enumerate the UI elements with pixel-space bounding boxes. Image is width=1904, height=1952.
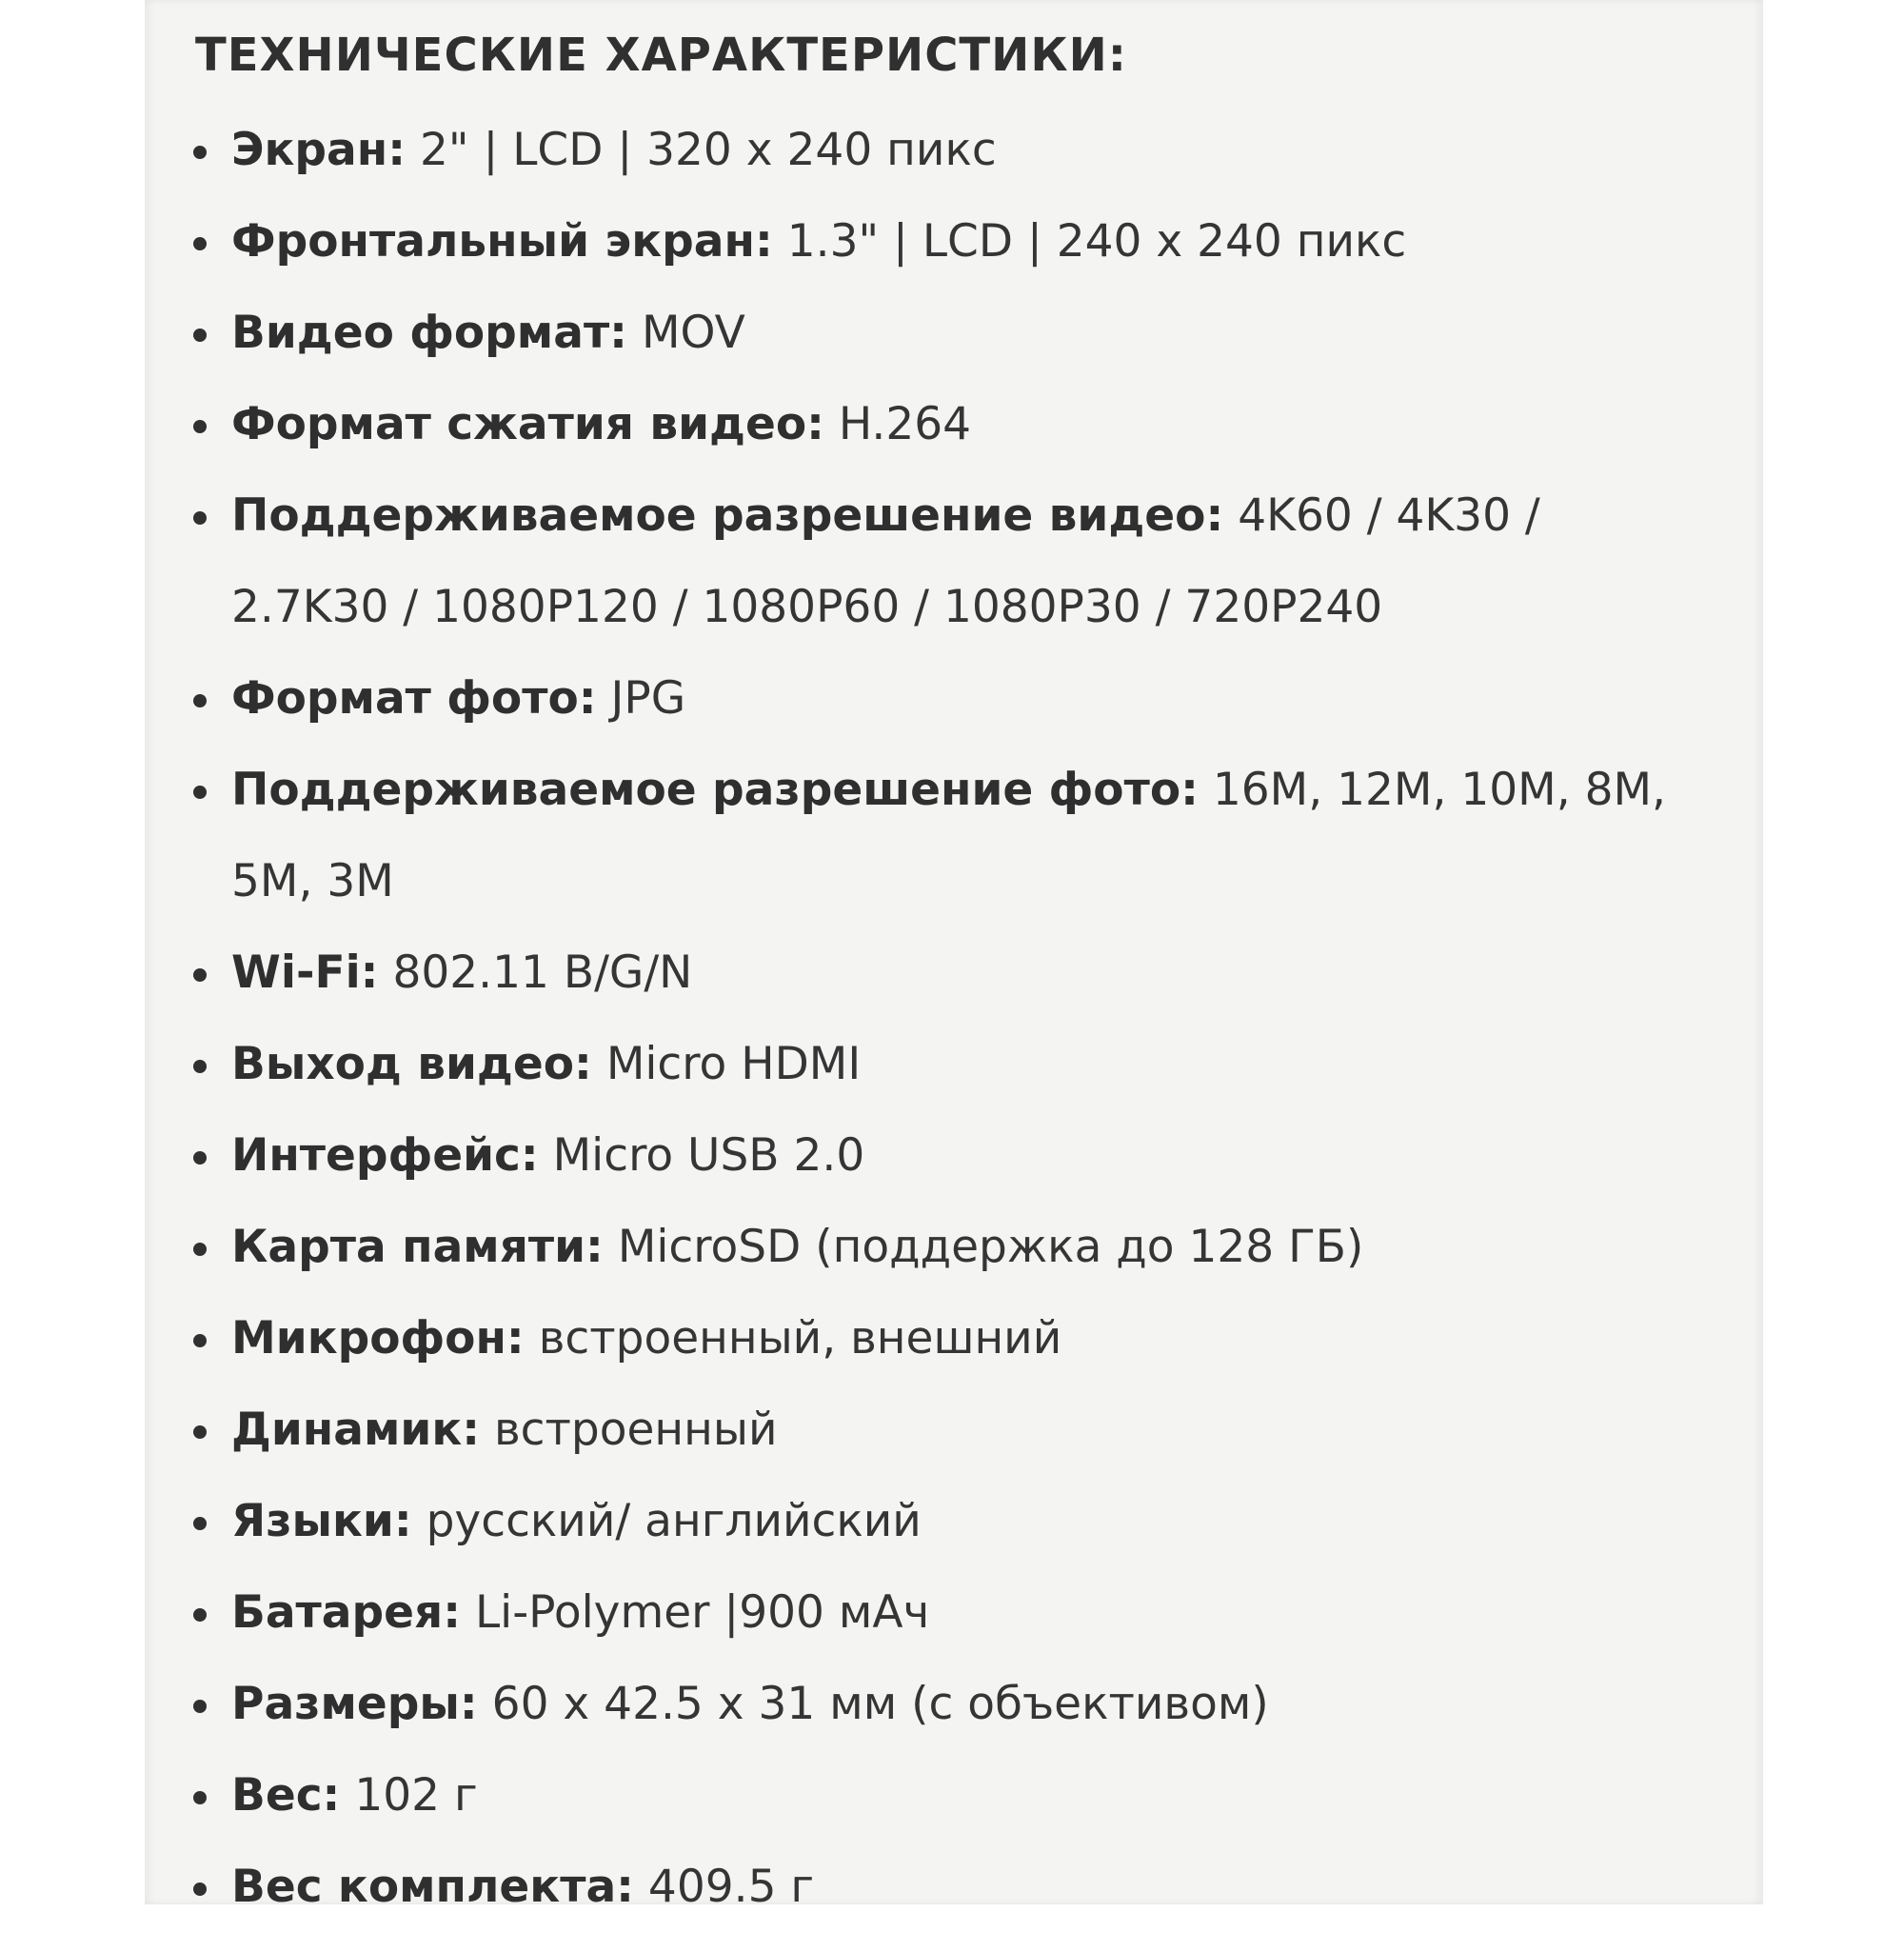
bullet-icon [193,786,207,799]
spec-label: Интерфейс: [231,1129,539,1182]
bullet-icon [193,1334,207,1347]
spec-label: Языки: [231,1495,412,1547]
spec-item-front-screen [193,215,1716,269]
bullet-icon [193,1608,207,1622]
spec-label: Видео формат: [231,307,627,359]
bullet-icon [193,420,207,433]
spec-value: 409.5 г [647,1861,815,1913]
spec-value: встроенный [493,1404,778,1456]
spec-label: Батарея: [231,1586,461,1639]
spec-value: Micro HDMI [605,1038,862,1090]
bullet-icon [193,968,207,982]
spec-item-screen [193,124,1716,177]
bullet-icon [193,1060,207,1073]
spec-label: Экран: [231,124,407,176]
spec-value: 2" | LCD | 320 x 240 пикс [419,124,997,176]
spec-value: MicroSD (поддержка до 128 ГБ) [617,1221,1364,1273]
spec-value: 102 г [354,1769,478,1822]
spec-item-speaker [193,1404,1716,1457]
bullet-icon [193,1700,207,1713]
spec-sheet-title: ТЕХНИЧЕСКИЕ ХАРАКТЕРИСТИКИ: [195,29,1127,82]
bullet-icon [193,1243,207,1256]
spec-label: Поддерживаемое разрешение фото: [231,764,1199,816]
spec-value: 1.3" | LCD | 240 x 240 пикс [786,215,1407,268]
spec-item-microphone [193,1312,1716,1365]
spec-item-photo-format [193,672,1716,726]
spec-label: Микрофон: [231,1312,525,1364]
spec-item-interface [193,1129,1716,1183]
spec-label: Вес: [231,1769,341,1822]
spec-label: Карта памяти: [231,1221,604,1273]
spec-item-video-output [193,1038,1716,1091]
spec-item-wifi [193,946,1716,1000]
spec-value: H.264 [838,398,972,450]
spec-label: Формат сжатия видео: [231,398,824,450]
bullet-icon [193,1882,207,1896]
bullet-icon [193,1517,207,1530]
bullet-icon [193,237,207,250]
spec-item-video-resolution [193,470,1678,653]
spec-item-video-compression [193,398,1716,451]
spec-item-kit-weight [193,1861,1716,1914]
spec-item-video-format [193,307,1716,360]
spec-value: встроенный, внешний [538,1312,1062,1364]
spec-list [193,124,1716,1952]
bullet-icon [193,329,207,342]
spec-item-weight [193,1769,1716,1823]
spec-label: Размеры: [231,1678,478,1730]
spec-item-dimensions [193,1678,1716,1731]
bullet-icon [193,511,207,525]
spec-label: Фронтальный экран: [231,215,773,268]
spec-label: Вес комплекта: [231,1861,634,1913]
bullet-icon [193,694,207,707]
spec-item-battery [193,1586,1716,1640]
spec-item-photo-resolution [193,745,1678,927]
spec-value: 802.11 B/G/N [392,946,693,999]
spec-item-languages [193,1495,1716,1548]
bullet-icon [193,146,207,159]
spec-value: русский/ английский [426,1495,922,1547]
bullet-icon [193,1151,207,1165]
spec-value: Micro USB 2.0 [552,1129,865,1182]
spec-value: 60 x 42.5 x 31 мм (с объективом) [491,1678,1269,1730]
spec-label: Динамик: [231,1404,481,1456]
spec-value: Li-Polymer |900 мАч [474,1586,930,1639]
spec-value: 16M, 12M, 10M, 8M, 5M, 3M [231,764,1666,907]
bullet-icon [193,1791,207,1804]
spec-value: 4K60 / 4K30 / 2.7K30 / 1080P120 / 1080P60 / 1080P30 / 720P240 [231,489,1540,633]
spec-item-memory-card [193,1221,1716,1274]
bullet-icon [193,1425,207,1439]
spec-value: MOV [641,307,745,359]
spec-label: Поддерживаемое разрешение видео: [231,489,1224,542]
spec-label: Wi-Fi: [231,946,379,999]
spec-label: Выход видео: [231,1038,592,1090]
spec-value: JPG [610,672,686,725]
spec-label: Формат фото: [231,672,597,725]
